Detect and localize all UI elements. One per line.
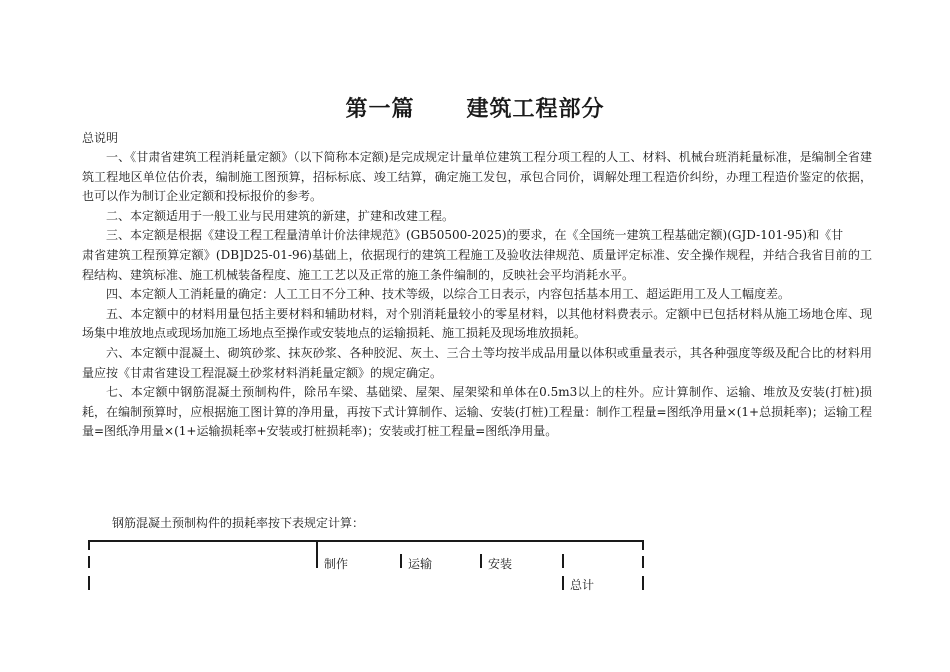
table-divider-2 xyxy=(400,554,402,568)
table-header-total: 总计 xyxy=(570,578,595,592)
table-header-installation: 安装 xyxy=(488,557,513,571)
paragraph-7: 七、本定额中钢筋混凝土预制构件，除吊车梁、基础梁、屋架、屋架梁和单体在0.5m3以上的柱外。应计算制作、运输、堆放及安装(打桩)损耗，在编制预算时，应根据施工图计算的净用量，再按下式计算制作、运输、安装(打桩)工程量：制作工程量=图纸净用量×(1+总损耗率)；运输工程量=图纸净用量×(1+运输损耗率+安装或打桩损耗率)；安装或打桩工程量=图纸净用量。 xyxy=(82,385,872,439)
table-border-right-top xyxy=(642,540,644,550)
page-title xyxy=(0,92,950,123)
table-header-manufacture: 制作 xyxy=(324,557,349,571)
table-border-left-bottom xyxy=(88,576,90,590)
table-header-transport: 运输 xyxy=(408,557,433,571)
title-part-number: 第一篇 xyxy=(345,97,415,122)
table-divider-3 xyxy=(480,554,482,568)
table-divider-4-lower xyxy=(562,576,564,590)
paragraph-6: 六、本定额中混凝土、砌筑砂浆、抹灰砂浆、各种胶泥、灰土、三合土等均按半成品用量以体积或重量表示，其各种强度等级及配合比的材料用量应按《甘肃省建设工程混凝土砂浆材料消耗量定额》的规定确定。 xyxy=(82,345,872,380)
table-border-right-mid xyxy=(642,556,644,568)
paragraph-3: 三、本定额是根据《建设工程工程量清单计价法律规范》(GB50500-2025)的要求，在《全国统一建筑工程基础定额)(GJD-101-95)和《甘 xyxy=(106,228,844,243)
table-divider-4 xyxy=(562,554,564,568)
section-label: 总说明 xyxy=(82,131,119,145)
loss-rate-table xyxy=(88,540,644,592)
paragraph-3-continued: 肃省建筑工程预算定额》(DB]D25-01-96)基础上，依据现行的建筑工程施工及验收法律规范、质量评定标准、安全操作规程，并结合我省目前的工程结构、建筑标准、施工机械装备程度、施工工艺以及正常的施工条件编制的，反映社会平均消耗水平。 xyxy=(82,247,872,282)
table-border-left-mid xyxy=(88,556,90,568)
paragraph-5: 五、本定额中的材料用量包括主要材料和辅助材料，对个别消耗量较小的零星材料，以其他材料费表示。定额中已包括材料从施工场地仓库、现场集中堆放地点或现场加施工场地点至操作或安装地点的运输损耗、施工损耗及现场堆放损耗。 xyxy=(82,306,872,341)
document-body xyxy=(82,148,872,442)
table-top-border xyxy=(88,540,644,542)
title-part-name: 建筑工程部分 xyxy=(466,97,605,122)
table-divider-1 xyxy=(316,540,318,568)
paragraph-4: 四、本定额人工消耗量的确定：人工工日不分工种、技术等级，以综合工日表示，内容包括基本用工、超运距用工及人工幅度差。 xyxy=(106,287,791,302)
paragraph-1: 一、《甘肃省建筑工程消耗量定额》（以下简称本定额)是完成规定计量单位建筑工程分项工程的人工、材料、机械台班消耗量标准，是编制全省建筑工程地区单位估价表，编制施工图预算，招标标底、竣工结算，确定施工发包，承包合同价，调解处理工程造价纠纷，办理工程造价鉴定的依据，也可以作为制订企业定额和投标报价的参考。 xyxy=(82,150,872,204)
table-border-right-bottom xyxy=(642,576,644,590)
paragraph-2: 二、本定额适用于一般工业与民用建筑的新建，扩建和改建工程。 xyxy=(106,208,455,223)
table-border-left-top xyxy=(88,540,90,550)
table-intro: 钢筋混凝土预制构件的损耗率按下表规定计算： xyxy=(112,516,365,530)
